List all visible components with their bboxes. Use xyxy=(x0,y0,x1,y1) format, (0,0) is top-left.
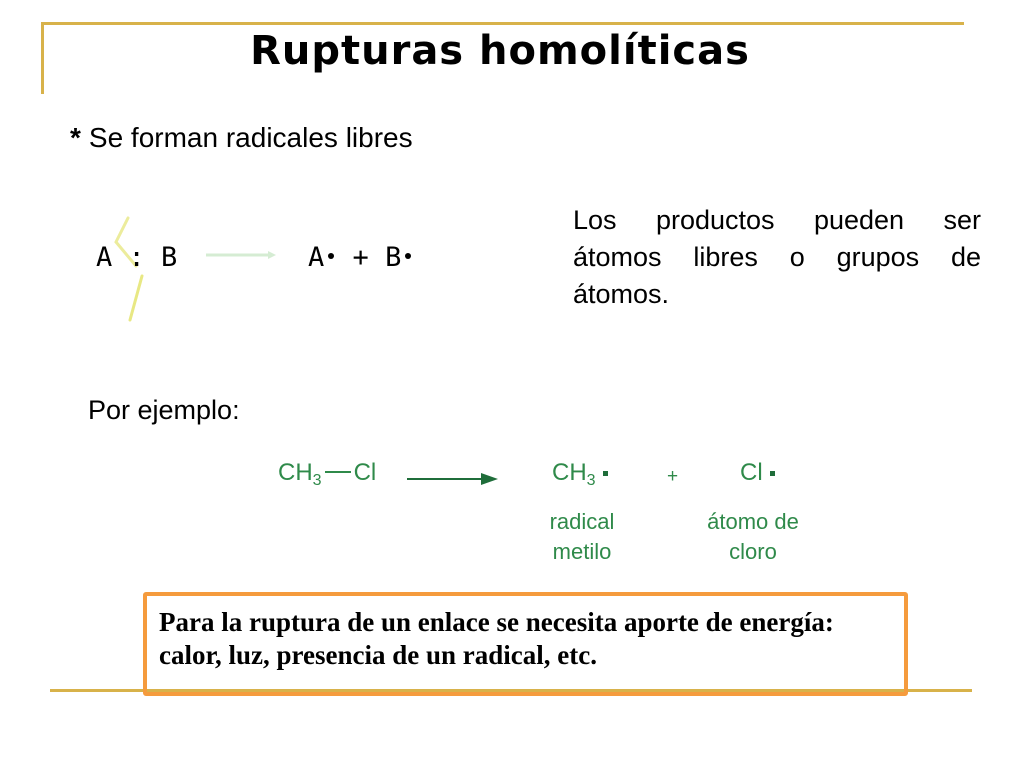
bullet-star: * xyxy=(70,122,81,153)
energy-note-box xyxy=(143,592,908,696)
product-a: A xyxy=(308,242,325,273)
radical-dot xyxy=(770,471,775,476)
example-reactant: $CH_3$ Cl xyxy=(278,459,377,489)
reaction-arrow-general xyxy=(204,249,278,261)
single-bond xyxy=(325,471,351,473)
example-label: Por ejemplo: xyxy=(88,395,240,425)
explanation-text: Los productos pueden ser átomos libres o grupos de átomos. xyxy=(573,205,981,309)
chlorine-radical: Cl xyxy=(740,459,775,487)
methyl-caption: radical metilo xyxy=(549,509,615,564)
example-plus: + xyxy=(667,466,679,487)
energy-note-text: Para la ruptura de un enlace se necesita aporte de energía: calor, luz, presencia de un radical, etc. xyxy=(159,607,834,670)
products-ab xyxy=(308,242,413,273)
reaction-arrow-example xyxy=(405,471,500,487)
methyl-radical: $CH_3$ xyxy=(552,459,608,490)
product-b: B xyxy=(385,242,402,273)
radical-dot xyxy=(603,471,608,476)
radical-dot xyxy=(328,253,334,259)
slide-title: Rupturas homolíticas xyxy=(250,28,750,74)
radical-dot xyxy=(405,253,411,259)
top-rule xyxy=(44,22,964,25)
plus-sign: + xyxy=(352,242,369,273)
bullet-text: Se forman radicales libres xyxy=(88,122,413,153)
bullet-point xyxy=(70,122,413,154)
reactant-ab: A : B xyxy=(96,242,178,273)
chlorine-caption: átomo de cloro xyxy=(707,509,799,564)
